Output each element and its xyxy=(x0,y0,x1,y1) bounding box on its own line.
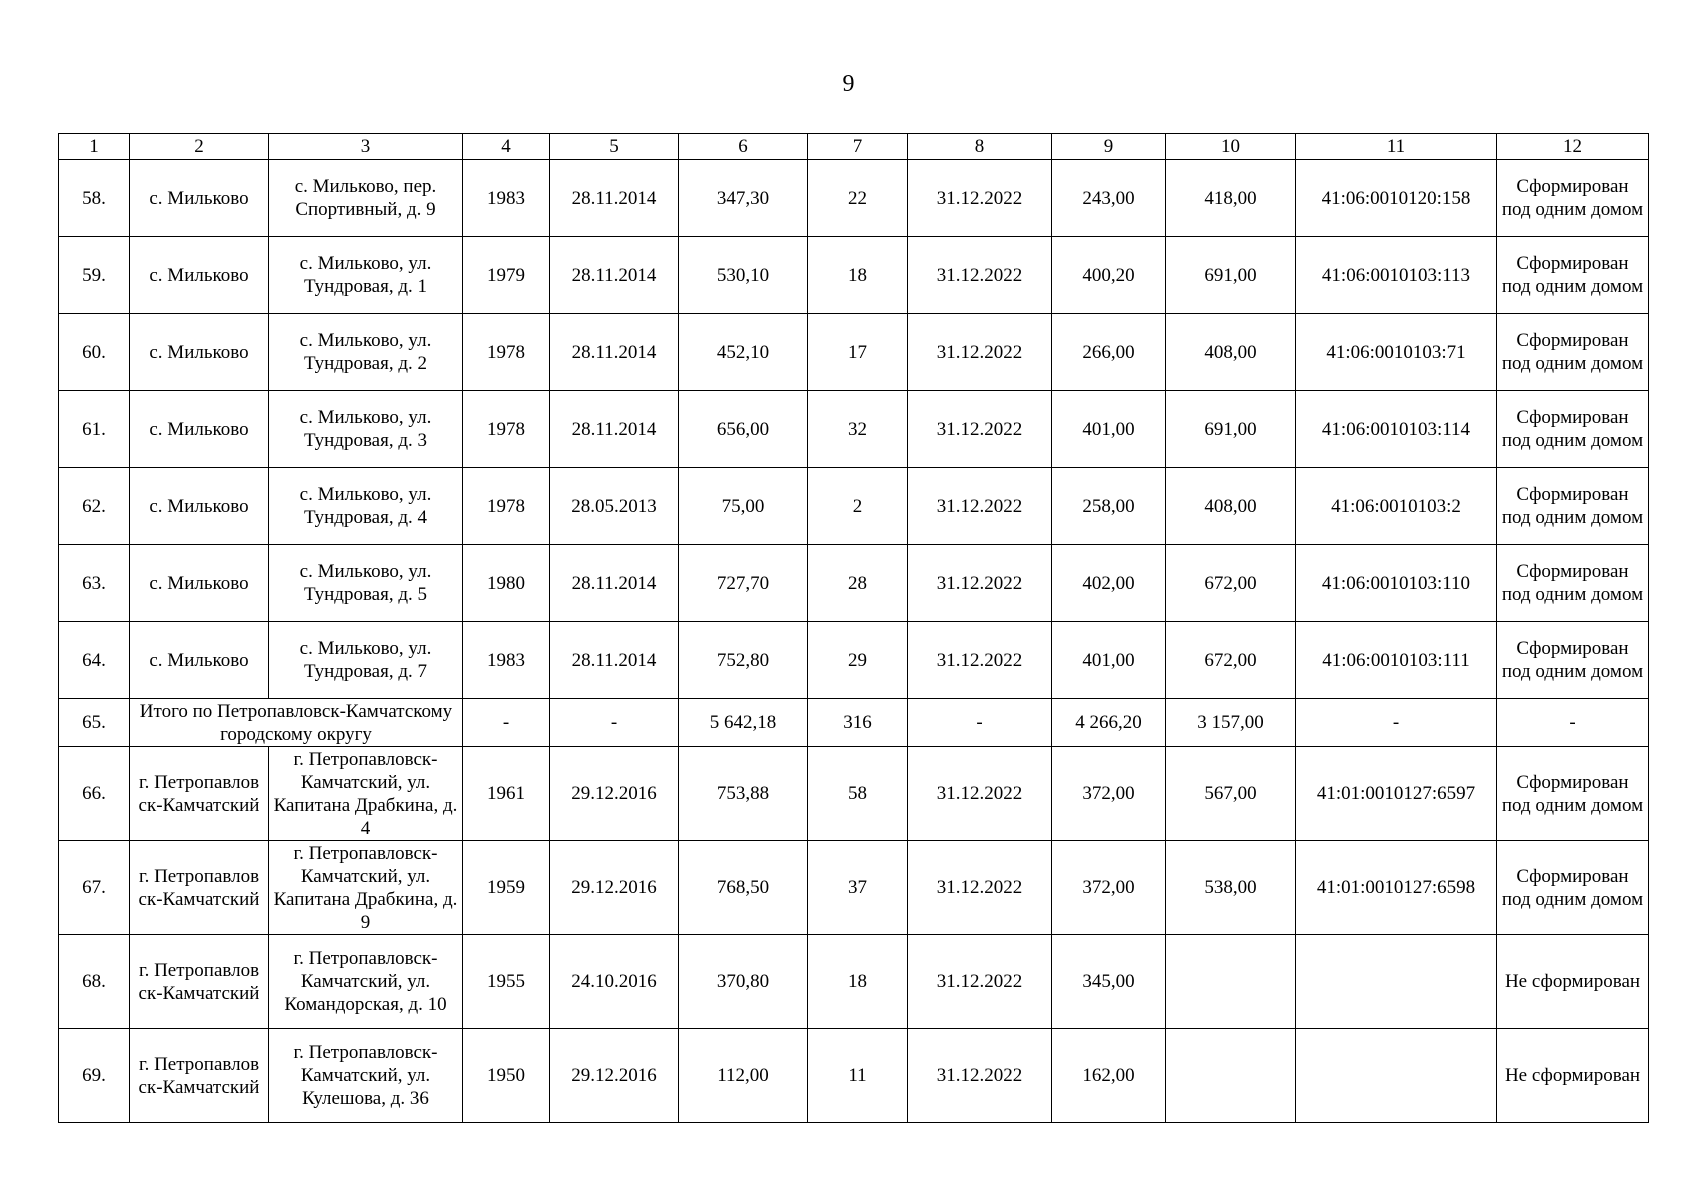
table-cell: 1983 xyxy=(463,622,550,699)
column-number: 6 xyxy=(679,134,808,160)
table-cell: г. Петропавловск-Камчатский, ул. Командорская, д. 10 xyxy=(269,935,463,1029)
table-cell: с. Мильково, ул. Тундровая, д. 2 xyxy=(269,314,463,391)
table-cell: 418,00 xyxy=(1166,160,1296,237)
table-cell: 401,00 xyxy=(1052,391,1166,468)
table-cell: 31.12.2022 xyxy=(908,747,1052,841)
table-cell: Сформирован под одним домом xyxy=(1497,747,1649,841)
table-cell: 28.11.2014 xyxy=(550,622,679,699)
table-cell: 29.12.2016 xyxy=(550,841,679,935)
table-cell: 752,80 xyxy=(679,622,808,699)
table-cell: 1961 xyxy=(463,747,550,841)
table-cell: 29.12.2016 xyxy=(550,1029,679,1123)
table-cell: с. Мильково, ул. Тундровая, д. 4 xyxy=(269,468,463,545)
table-cell: 672,00 xyxy=(1166,622,1296,699)
table-cell: с. Мильково, ул. Тундровая, д. 5 xyxy=(269,545,463,622)
column-number: 3 xyxy=(269,134,463,160)
table-cell: 1979 xyxy=(463,237,550,314)
table-row xyxy=(59,545,1649,622)
table-cell xyxy=(1166,935,1296,1029)
table-cell: 41:01:0010127:6598 xyxy=(1296,841,1497,935)
table-cell: Не сформирован xyxy=(1497,935,1649,1029)
column-number: 10 xyxy=(1166,134,1296,160)
table-cell xyxy=(1166,1029,1296,1123)
table-row xyxy=(59,314,1649,391)
table-cell: 266,00 xyxy=(1052,314,1166,391)
table-cell: 347,30 xyxy=(679,160,808,237)
table-cell: 402,00 xyxy=(1052,545,1166,622)
table-row xyxy=(59,237,1649,314)
total-area: 5 642,18 xyxy=(679,699,808,747)
column-number: 2 xyxy=(130,134,269,160)
table-cell: г. Петропавловск-Камчатский, ул. Капитана Драбкина, д. 9 xyxy=(269,841,463,935)
table-cell: 18 xyxy=(808,935,908,1029)
total-row xyxy=(59,699,1649,747)
table-cell: 258,00 xyxy=(1052,468,1166,545)
table-cell: Сформирован под одним домом xyxy=(1497,160,1649,237)
table-cell: 768,50 xyxy=(679,841,808,935)
table-cell: 41:06:0010103:2 xyxy=(1296,468,1497,545)
table-body-petropavlovsk xyxy=(59,747,1649,1123)
table-cell: 408,00 xyxy=(1166,314,1296,391)
table-row xyxy=(59,935,1649,1029)
column-number: 7 xyxy=(808,134,908,160)
table-cell: Сформирован под одним домом xyxy=(1497,545,1649,622)
table-cell: с. Мильково xyxy=(130,391,269,468)
table-cell: с. Мильково, пер. Спортивный, д. 9 xyxy=(269,160,463,237)
total-label: Итого по Петропавловск-Камчатскому городскому округу xyxy=(130,699,463,747)
total-cell: - xyxy=(908,699,1052,747)
table-cell: г. Петропавлов ск-Камчатский xyxy=(130,1029,269,1123)
table-row xyxy=(59,841,1649,935)
table-cell: 32 xyxy=(808,391,908,468)
table-cell: с. Мильково xyxy=(130,314,269,391)
table-cell: 41:06:0010103:110 xyxy=(1296,545,1497,622)
column-number: 12 xyxy=(1497,134,1649,160)
table-cell: 18 xyxy=(808,237,908,314)
table-cell: 31.12.2022 xyxy=(908,545,1052,622)
table-cell: 2 xyxy=(808,468,908,545)
column-number: 9 xyxy=(1052,134,1166,160)
table-cell: с. Мильково xyxy=(130,237,269,314)
table-cell: 1978 xyxy=(463,391,550,468)
table-cell: 538,00 xyxy=(1166,841,1296,935)
table-cell: Не сформирован xyxy=(1497,1029,1649,1123)
table-cell: 530,10 xyxy=(679,237,808,314)
page-number: 9 xyxy=(842,71,855,97)
total-cell: 3 157,00 xyxy=(1166,699,1296,747)
row-number: 65. xyxy=(59,699,130,747)
table-cell: с. Мильково xyxy=(130,622,269,699)
table-cell: 69. xyxy=(59,1029,130,1123)
table-cell: 345,00 xyxy=(1052,935,1166,1029)
table-row xyxy=(59,747,1649,841)
table-cell: 62. xyxy=(59,468,130,545)
table-row xyxy=(59,622,1649,699)
table-cell: 31.12.2022 xyxy=(908,160,1052,237)
total-section xyxy=(59,699,1649,747)
table-cell xyxy=(1296,935,1497,1029)
table-body-milkovo xyxy=(59,160,1649,699)
table-cell: 1980 xyxy=(463,545,550,622)
table-cell: с. Мильково, ул. Тундровая, д. 7 xyxy=(269,622,463,699)
table-cell: 452,10 xyxy=(679,314,808,391)
table-cell: 28.11.2014 xyxy=(550,237,679,314)
table-cell: 24.10.2016 xyxy=(550,935,679,1029)
table-cell: 372,00 xyxy=(1052,841,1166,935)
column-number: 4 xyxy=(463,134,550,160)
table-cell: 243,00 xyxy=(1052,160,1166,237)
table-cell: г. Петропавлов ск-Камчатский xyxy=(130,841,269,935)
table-cell: 28.11.2014 xyxy=(550,545,679,622)
total-cell: - xyxy=(550,699,679,747)
table-cell: 753,88 xyxy=(679,747,808,841)
table-cell: с. Мильково xyxy=(130,468,269,545)
table-cell: 1950 xyxy=(463,1029,550,1123)
table-cell: 672,00 xyxy=(1166,545,1296,622)
table-cell: 28 xyxy=(808,545,908,622)
table-cell: 41:06:0010103:114 xyxy=(1296,391,1497,468)
total-cell: 4 266,20 xyxy=(1052,699,1166,747)
table-cell: 75,00 xyxy=(679,468,808,545)
column-number-row xyxy=(59,134,1649,160)
table-cell: 727,70 xyxy=(679,545,808,622)
column-number: 5 xyxy=(550,134,679,160)
table-cell: г. Петропавловск-Камчатский, ул. Кулешова, д. 36 xyxy=(269,1029,463,1123)
table-cell: 63. xyxy=(59,545,130,622)
table-cell: Сформирован под одним домом xyxy=(1497,841,1649,935)
table-cell: с. Мильково xyxy=(130,545,269,622)
table-cell: Сформирован под одним домом xyxy=(1497,314,1649,391)
table-cell: Сформирован под одним домом xyxy=(1497,237,1649,314)
table-cell: 41:01:0010127:6597 xyxy=(1296,747,1497,841)
table-cell: 31.12.2022 xyxy=(908,841,1052,935)
table-row xyxy=(59,1029,1649,1123)
table-cell: 17 xyxy=(808,314,908,391)
table-cell: 64. xyxy=(59,622,130,699)
table-cell: 41:06:0010103:113 xyxy=(1296,237,1497,314)
table-cell: 61. xyxy=(59,391,130,468)
table-cell: 1983 xyxy=(463,160,550,237)
table-cell: 31.12.2022 xyxy=(908,391,1052,468)
registry-table xyxy=(58,133,1649,1123)
table-row xyxy=(59,391,1649,468)
column-number: 11 xyxy=(1296,134,1497,160)
table-cell: 400,20 xyxy=(1052,237,1166,314)
table-cell: 28.05.2013 xyxy=(550,468,679,545)
table-cell: с. Мильково, ул. Тундровая, д. 3 xyxy=(269,391,463,468)
table-row xyxy=(59,468,1649,545)
table-cell: 31.12.2022 xyxy=(908,468,1052,545)
table-cell: 29 xyxy=(808,622,908,699)
table-cell: 112,00 xyxy=(679,1029,808,1123)
table-cell: 11 xyxy=(808,1029,908,1123)
table-cell xyxy=(1296,1029,1497,1123)
table-cell: 22 xyxy=(808,160,908,237)
table-cell: 31.12.2022 xyxy=(908,622,1052,699)
table-cell: 31.12.2022 xyxy=(908,237,1052,314)
total-cell: - xyxy=(1296,699,1497,747)
table-cell: 60. xyxy=(59,314,130,391)
column-number: 8 xyxy=(908,134,1052,160)
table-cell: 408,00 xyxy=(1166,468,1296,545)
table-cell: 31.12.2022 xyxy=(908,935,1052,1029)
table-cell: 28.11.2014 xyxy=(550,391,679,468)
table-cell: 372,00 xyxy=(1052,747,1166,841)
table-cell: с. Мильково, ул. Тундровая, д. 1 xyxy=(269,237,463,314)
table-cell: 1959 xyxy=(463,841,550,935)
table-cell: Сформирован под одним домом xyxy=(1497,622,1649,699)
table-cell: 59. xyxy=(59,237,130,314)
table-cell: 67. xyxy=(59,841,130,935)
table-cell: 29.12.2016 xyxy=(550,747,679,841)
table-cell: 41:06:0010103:71 xyxy=(1296,314,1497,391)
total-count: 316 xyxy=(808,699,908,747)
table-cell: 28.11.2014 xyxy=(550,160,679,237)
table-cell: 66. xyxy=(59,747,130,841)
table-cell: 58 xyxy=(808,747,908,841)
table-cell: 37 xyxy=(808,841,908,935)
table-cell: 41:06:0010120:158 xyxy=(1296,160,1497,237)
table-cell: Сформирован под одним домом xyxy=(1497,391,1649,468)
table-cell: 1978 xyxy=(463,314,550,391)
table-cell: 691,00 xyxy=(1166,391,1296,468)
total-cell: - xyxy=(1497,699,1649,747)
table-cell: 41:06:0010103:111 xyxy=(1296,622,1497,699)
table-row xyxy=(59,160,1649,237)
table-cell: 31.12.2022 xyxy=(908,314,1052,391)
table-cell: с. Мильково xyxy=(130,160,269,237)
table-cell: 567,00 xyxy=(1166,747,1296,841)
table-cell: 656,00 xyxy=(679,391,808,468)
table-cell: 1978 xyxy=(463,468,550,545)
table-cell: г. Петропавлов ск-Камчатский xyxy=(130,935,269,1029)
column-number: 1 xyxy=(59,134,130,160)
table-cell: г. Петропавловск-Камчатский, ул. Капитана Драбкина, д. 4 xyxy=(269,747,463,841)
table-cell: 58. xyxy=(59,160,130,237)
table-cell: 1955 xyxy=(463,935,550,1029)
total-cell: - xyxy=(463,699,550,747)
table-cell: Сформирован под одним домом xyxy=(1497,468,1649,545)
table-cell: 162,00 xyxy=(1052,1029,1166,1123)
table-cell: 691,00 xyxy=(1166,237,1296,314)
table-cell: 370,80 xyxy=(679,935,808,1029)
table-cell: 31.12.2022 xyxy=(908,1029,1052,1123)
table-cell: г. Петропавлов ск-Камчатский xyxy=(130,747,269,841)
table-cell: 68. xyxy=(59,935,130,1029)
table-cell: 28.11.2014 xyxy=(550,314,679,391)
table-cell: 401,00 xyxy=(1052,622,1166,699)
